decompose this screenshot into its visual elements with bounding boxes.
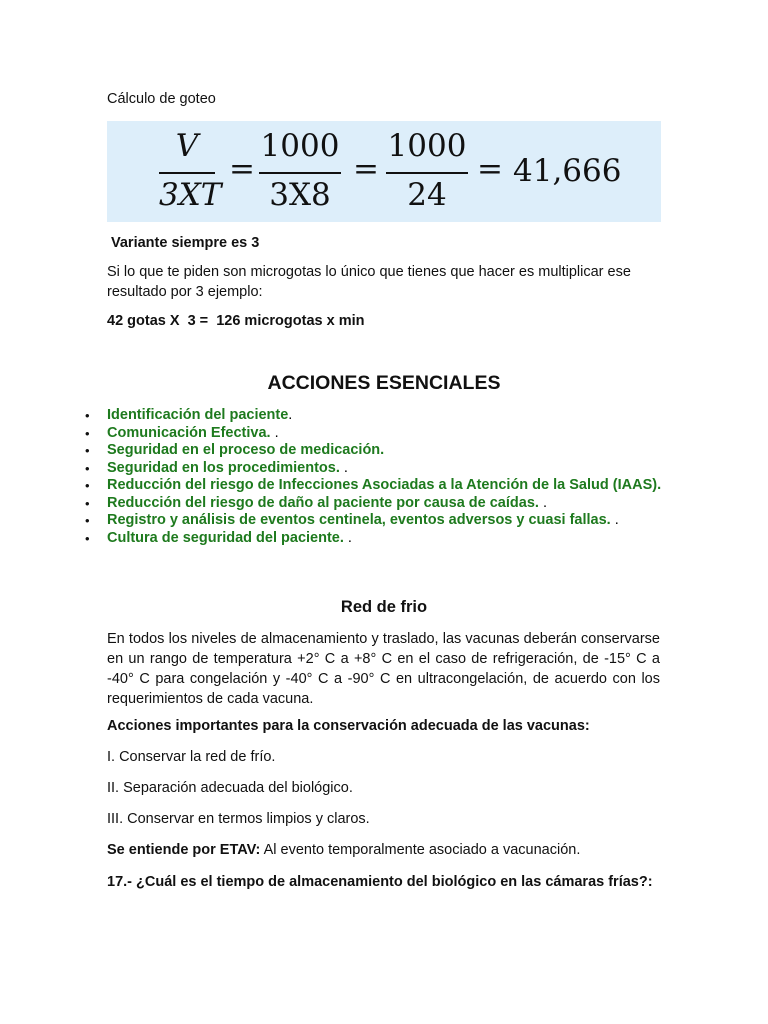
list-item-text: Seguridad en los procedimientos. [107,459,340,476]
list-item-suffix: . [538,494,547,511]
microgotas-example: 42 gotas X 3 = 126 microgotas x min [107,313,365,329]
list-item [84,477,684,495]
equals-sign: = [353,151,379,187]
etav-text: Al evento temporalmente asociado a vacunación. [260,842,581,858]
fraction-bar [259,172,341,174]
goteo-heading: Cálculo de goteo [107,91,216,107]
list-item-text: Reducción del riesgo de daño al paciente por causa de caídas. [107,494,539,511]
red-de-frio-paragraph: En todos los niveles de almacenamiento y traslado, las vacunas deberán conservarse en un rango de temperatura +2° C a +8° C en el caso de refrigeración, de -15° C a -40° C para congelación y -40° C a -90° C en ultracongelación, de acuerdo con los requerimientos de cada vacuna. [107,631,660,707]
variante-note: Variante siempre es 3 [111,235,260,251]
etav-label: Se entiende por ETAV: [107,842,261,858]
bullet-icon: • [85,513,90,528]
conservacion-item-1: I. Conservar la red de frío. [107,749,276,765]
microgotas-line-2: resultado por 3 ejemplo: [107,284,263,300]
equals-sign: = [477,151,503,187]
formula-box [107,121,661,222]
fraction-1000-over-24 [386,128,468,218]
fraction-numerator: 1000 [387,128,467,164]
list-item-text: Comunicación Efectiva. [107,424,271,441]
fraction-denominator: 3X8 [269,177,331,213]
bullet-icon: • [85,495,90,511]
bullet-icon: • [85,460,90,476]
microgotas-paragraph [107,262,667,302]
list-item [84,495,684,513]
conservacion-item-2: II. Separación adecuada del biológico. [107,780,353,796]
fraction-v-over-3xt [159,128,222,218]
fraction-bar [159,172,215,174]
list-item [84,442,684,460]
list-item-suffix: . [288,407,293,423]
fraction-numerator: 1000 [260,128,340,164]
fraction-denominator: 3XT [159,177,222,213]
list-item-text: Identificación del paciente [107,407,289,423]
drip-formula [107,121,661,222]
fraction-1000-over-3x8 [259,128,341,218]
list-item [84,530,684,548]
bullet-icon: • [85,530,90,546]
bullet-icon: • [85,478,90,493]
list-item-text: Reducción del riesgo de Infecciones Asociadas a la Atención de la Salud (IAAS). [107,477,662,493]
microgotas-line-1: Si lo que te piden son microgotas lo único que tienes que hacer es multiplicar ese [107,264,631,280]
question-17: 17.- ¿Cuál es el tiempo de almacenamiento del biológico en las cámaras frías?: [107,874,653,890]
acciones-heading: ACCIONES ESENCIALES [267,372,501,394]
acciones-list [84,407,684,547]
red-de-frio-heading: Red de frio [340,598,428,616]
acciones-conservacion-title: Acciones importantes para la conservación adecuada de las vacunas: [107,718,590,734]
list-item-text: Cultura de seguridad del paciente. [107,529,344,546]
etav-definition [107,842,580,858]
bullet-icon: • [85,408,90,423]
fraction-numerator: V [175,128,199,164]
conservacion-item-3: III. Conservar en termos limpios y claros. [107,811,370,827]
list-item [84,460,684,478]
list-item [84,512,684,530]
fraction-bar [386,172,468,174]
list-item [84,425,684,443]
list-item-suffix: . [343,529,352,546]
equals-sign: = [229,151,255,187]
formula-result: 41,666 [513,153,622,189]
list-item-suffix: . [339,459,348,476]
list-item [84,407,684,425]
bullet-icon: • [85,443,90,458]
bullet-icon: • [85,425,90,441]
list-item-suffix: . [610,512,619,528]
list-item-text: Registro y análisis de eventos centinela, eventos adversos y cuasi fallas. [107,512,611,528]
list-item-text: Seguridad en el proceso de medicación. [107,442,385,458]
fraction-denominator: 24 [407,177,447,213]
list-item-suffix: . [270,424,279,441]
